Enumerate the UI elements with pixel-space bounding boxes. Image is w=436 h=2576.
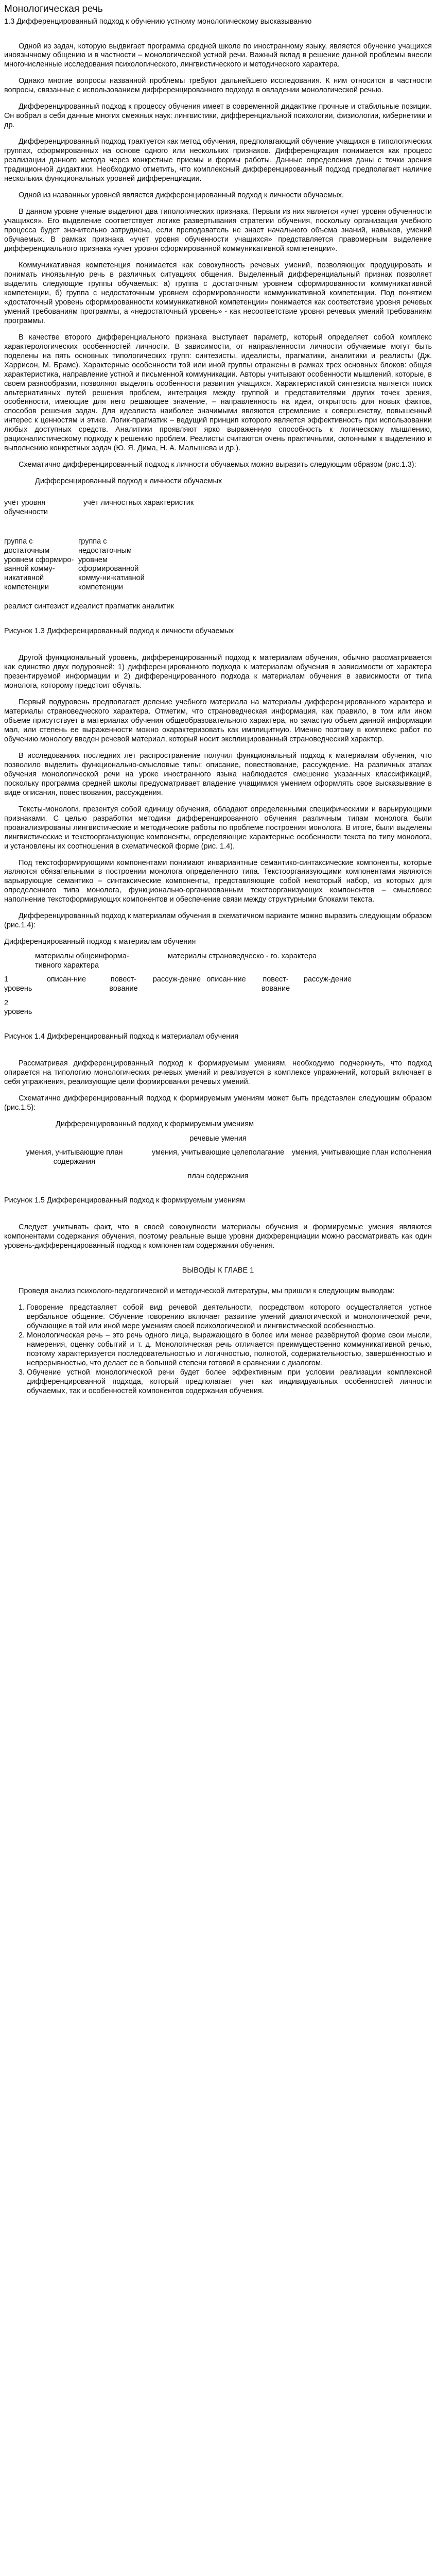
paragraph: В данном уровне ученые выделяют два типологических признака. Первым из них является «учет уровня обученности учащихся». Его выделение соответствует логике развертывания стратегии обучения, поскольку организация учебного процесса будет значительно затруднена, если преподаватель не знает начального объема знаний, навыков, умений обучаемых. В рамках признака «учет уровня обученности учащихся» представляется правомерным выделение дифференциального признака «учет уровня сформированной коммуникативной компетенции». [4,208,432,253]
diagram-node-type: описан-ние [206,975,246,984]
paragraph: Первый подуровень предполагает деление учебного материала на материалы дифференцированного характера и материалы страноведческого характера. Отметим, что страноведческая информация, как правило, в том или ином объеме присутствует в материалах обучения общеобразовательного характера, но зачастую объем данной информации мал, или степень ее выраженности можно охарактеризовать как имплицитную. Именно поэтому в комплекс работ по обучению монологу введен речевой материал, который носит эксплицированный страноведческий характер. [4,698,432,743]
figure-caption: Рисунок 1.4 Дифференцированный подход к материалам обучения [4,1032,239,1041]
figure-caption: Рисунок 1.5 Дифференцированный подход к формируемым умениям [4,1196,245,1205]
diagram-level-label: 1 уровень [4,975,32,993]
diagram-node-right: умения, учитывающие план исполнения [291,1148,432,1157]
diagram-node-types: реалист синтезист идеалист прагматик аналитик [4,602,174,611]
diagram-node-type: рассуж-дение [152,975,201,984]
diagram-node-type: повест-вование [109,975,138,993]
paragraph: Дифференцированный подход к материалам обучения в схематичном варианте можно выразить следующим образом (рис.1.4): [4,912,432,930]
diagram-node-group-2: группа с недостаточным уровнем сформированной комму-ни-кативной компетенции [78,537,145,591]
diagram-personality [4,477,432,612]
paragraph: Дифференцированный подход к процессу обучения имеет в современной дидактике прочные и стабильные позиции. Он вобрал в себя данные многих смежных наук: лингвистики, дифференциальной психологии, физиологии, кибернетики и др. [4,103,432,130]
conclusions-list [4,1303,432,1396]
diagram-level-label: 2 уровень [4,998,32,1016]
paragraph: Схематично дифференцированный подход к личности обучаемых можно выразить следующим образом (рис.1.3): [19,461,416,469]
conclusions-heading: ВЫВОДЫ К ГЛАВЕ 1 [182,1266,254,1275]
diagram-node-speech-skills: речевые умения [189,1134,247,1143]
diagram-node-type: описан-ние [46,975,86,984]
list-item: 1. Говорение представляет собой вид речевой деятельности, посредством которого осуществляется устное вербальное общение. Обучение говорению включает развитие умений диалогической и монологической речи, обучающие в той или иной мере умениям своей психологической и лингвистической особенностью. [27,1303,432,1331]
paragraph: Схематично дифференцированный подход к формируемым умениям может быть представлен следующим образом (рис.1.5): [4,1094,432,1112]
diagram-node-root: Дифференцированный подход к материалам обучения [4,938,196,946]
diagram-node-left: материалы общеинформа-тивного характера [35,952,129,970]
paragraph: В качестве второго дифференциального признака выступает параметр, который определяет собой комплекс характерологических особенностей личности. В зависимости, от направленности личности обучаемые могут быть поделены на пять основных типологических групп: синтезисты, идеалисты, прагматики, аналитики и реалисты (Дж. Харрисон, М. Брамс). Характерные особенности той или иной группы отражены в рамках трех основных блоков: общая характеристика, направление устной и письменной коммуникации. Авторы учитывают особенности мышлений, которые, в своем разнообразии, позволяют выделять особенности развития учащихся. Характеристикой синтезиста является поиск альтернативных путей решения проблем, интеграция между группой и представителями других точек зрения, особенности, имеющие для него решающее значение, – направленность на идеи, открытость для новых фактов, способов решения задач. Для идеалиста наиболее значимыми являются стремление к совершенству, повышенный интерес к ценностям и этике. Логик-прагматик – ведущий принцип которого является эффективность при использовании любых доступных средств. Аналитики проявляют ярко выраженную способность к логическому мышлению, рационалистическому подходу к решению проблем. Реалисты считаются очень практичными, склонными к выделению и выполнению конкретных задач (Ю. Я. Дима, Н. А. Малышева и др.). [4,333,432,453]
paragraph: В исследованиях последних лет распространение получил функциональный подход к материалам обучения, что позволило выделить функционально-смысловые типы: описание, повествование, рассуждение. На различных этапах обучения монологической речи на уроке иностранного языка наблюдается смешение указанных классификаций, поскольку программа средней школы предусматривает владение учащимися умением оформлять свое высказывание в виде описания, повествования, рассуждения. [4,751,432,797]
paragraph: Другой функциональный уровень, дифференцированный подход к материалам обучения, обычно рассматривается как единство двух подуровней: 1) дифференцированного подхода к материалам обучения в зависимости от характера презентируемой информации и 2) дифференцированного подхода к материалам обучения в зависимости от типа монолога, которому предстоит обучать. [4,654,432,690]
list-item: 3. Обучение устной монологической речи будет более эффективным при условии реализации комплексной дифференцированной подхода, который предполагает учет как индивидуальных особенностей личности обучаемых, так и особенностей компонентов содержания обучения. [27,1368,432,1396]
paragraph: Одной из названных уровней является дифференцированный подход к личности обучаемых. [19,191,344,200]
diagram-node-root: Дифференцированный подход к формируемым умениям [56,1120,254,1128]
paragraph: Тексты-монологи, презентуя собой единицу обучения, обладают определенными специфическими и варьирующими признаками. С целью разработки методики дифференцированного обучения различным типам монолога были проанализированы лингвистические и методические работы по проблеме построения монолога. В итоге, были выделены лингвистические и текстоорганизующие компоненты, определяющие характерные особенности текста по типу монолога, и установлены их соотношения в схематической форме (рис. 1.4). [4,805,432,851]
section-subtitle: 1.3 Дифференцированный подход к обучению устному монологическому высказыванию [4,17,312,26]
diagram-node-type: повест-вование [261,975,290,993]
paragraph: Коммуникативная компетенция понимается как совокупность речевых умений, позволяющих продуцировать и понимать иноязычную речь в различных ситуациях общения. Выделенный дифференциальный признак позволяет выделить следующие группы обучаемых: а) группа с достаточным уровнем сформированности коммуникативной компетенции, б) группа с недостаточным уровнем сформированности коммуникативной компетенции. Под понятием «достаточный уровень сформированности коммуникативной компетенции» понимается как соответствие уровня речевых умений требованиям программы, а «недостаточный уровень» - как несоответствие уровня речевых умений требованиям программы. [4,261,432,325]
list-item: 2. Монологическая речь – это речь одного лица, выражающего в более или менее развёрнутой форме свои мысли, намерения, оценку событий и т. д. Монологическая речь отличается преимущественно коммуникативной речью, поэтому характеризуется последовательностью и логичностью, полнотой, содержательностью, завершённостью и непрерывностью, что делает ее в большой степени готовой в сравнении с диалогом. [27,1331,432,1368]
paragraph: Дифференцированный подход трактуется как метод обучения, предполагающий обучение учащихся в типологических группах, сформированных на основе одного или нескольких признаков. Дифференциация понимается как процесс реализации данного метода через конкретные приемы и формы работы. Данные определения даны с точки зрения традиционной дидактики. Необходимо отметить, что комплексный дифференцированный подход предполагает наличие нескольких функциональных уровней дифференциации. [4,138,432,183]
conclusions-intro: Проведя анализ психолого-педагогической и методической литературы, мы пришли к следующим выводам: [19,1287,395,1296]
paragraph: Следует учитывать факт, что в своей совокупности материалы обучения и формируемые умения являются компонентами содержания обучения, поэтому реальные выше уровни дифференциации можно рассматривать как один уровень-дифференцированный подход к компонентам содержания обучения. [4,1223,432,1250]
diagram-node-right: материалы страноведческо - го. характера [168,952,317,960]
figure-caption: Рисунок 1.3 Дифференцированный подход к личности обучаемых [4,627,234,636]
diagram-node-left: умения, учитывающие план содержания [26,1148,123,1166]
diagram-node-right: учёт личностных характеристик [83,498,194,507]
paragraph: Однако многие вопросы названной проблемы требуют дальнейшего исследования. К ним относится в частности вопросы, связанные с использованием дифференцированного подхода в овладении монологической речью. [4,77,432,95]
diagram-node-root: Дифференцированный подход к личности обучаемых [35,477,222,486]
page-title: Монологическая речь [4,4,103,14]
paragraph: Одной из задач, которую выдвигает программа средней школе по иностранному языку, является обучение учащихся иноязычному общению и в частности – монологической устной речи. Важный вклад в решение данной проблемы внесли многочисленные исследования психологического, лингвистического и методического характера. [4,42,432,69]
diagram-materials [4,938,432,1017]
diagram-node-type: рассуж-дение [303,975,352,984]
paragraph: Рассматривая дифференцированный подход к формируемым умениям, необходимо подчеркнуть, что подход опирается на типологию монологических речевых умений и реализуется в комплексе упражнений, который включает в себя упражнения, реализующие цели формирования речевых умений. [4,1059,432,1087]
diagram-node-left: учёт уровня обученности [4,498,48,516]
diagram-node-bottom: план содержания [187,1172,249,1180]
diagram-node-group-1: группа с достаточным уровнем сформиро-ванной комму-никативной компетенции [4,537,74,591]
diagram-skills [4,1120,432,1181]
diagram-node-center: умения, учитывающие целеполагание [151,1148,285,1157]
paragraph: Под текстоформирующими компонентами понимают инвариантные семантико-синтаксические компоненты, которые являются обязательными в построении монолога определенного типа. Текстоорганизующими компонентами являются варьирующие семантико – синтаксические компоненты, представляющие собой некоторый набор, из которых для определенного типа монолога, функционально-организованным текстоорганизующих компонентов – смысловое наполнение текстоформирующих компонентов и обеспечение связи между структурными блоками текста. [4,858,432,904]
